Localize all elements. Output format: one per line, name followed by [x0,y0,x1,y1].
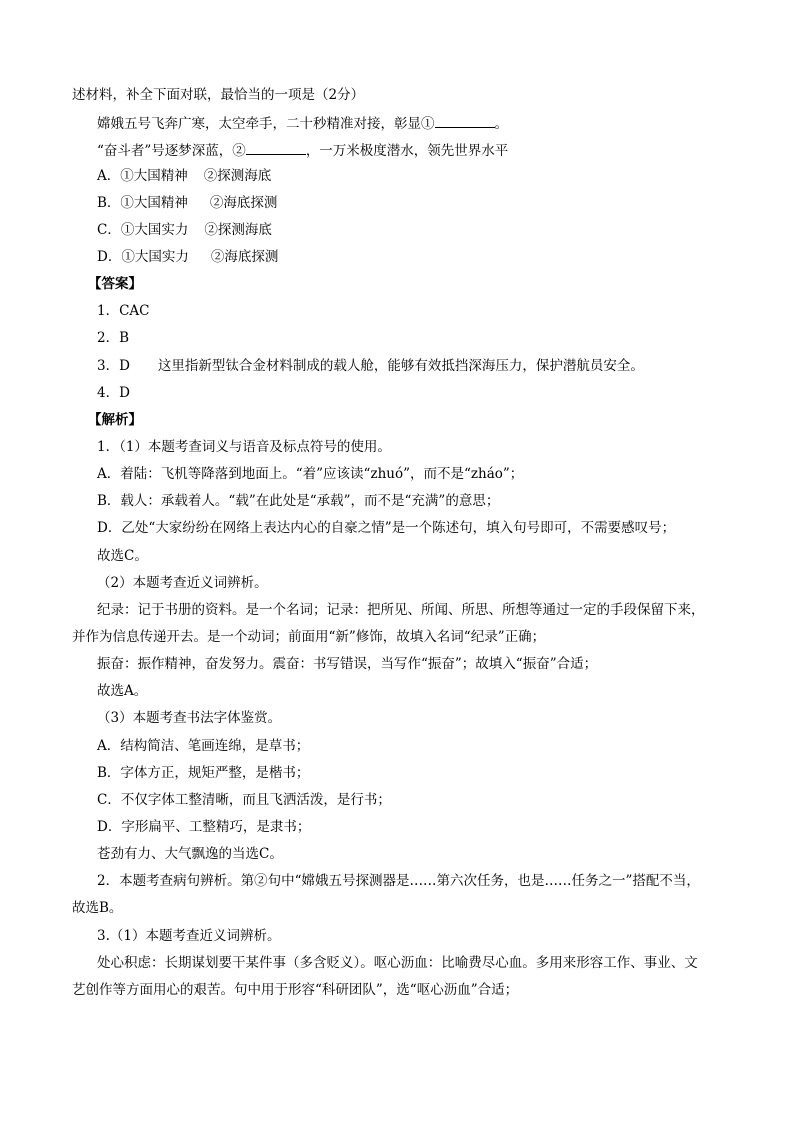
option-d-second: ②海底探测 [210,249,279,265]
option-b [97,194,277,212]
analysis-line: （3）本题考查书法字体鉴赏。 [97,710,282,726]
option-c-label: C．①大国实力 [97,222,189,238]
option-a-second: ②探测海底 [203,168,272,184]
analysis-line: 故选C。 [97,548,148,564]
option-c [97,221,272,239]
option-b-second: ②海底探测 [209,195,278,211]
analysis-line: 苍劲有力、大气飘逸的当选C。 [97,846,283,862]
couplet-1-text: 嫦娥五号飞奔广寒，太空牵手，二十秒精准对接，彰显① [97,116,435,132]
analysis-line: 3.（1）本题考查近义词辨析。 [97,928,281,944]
analysis-line: 2．本题考查病句辨析。第②句中“嫦娥五号探测器是……第六次任务，也是……任务之一”搭配不当， [97,873,700,889]
option-c-second: ②探测海底 [204,222,272,238]
option-a-label: A．①大国精神 [97,168,188,184]
option-d-label: D．①大国实力 [97,249,189,265]
analysis-line: 艺创作等方面用心的艰苦。句中用于形容“科研团队”，选“呕心沥血”合适； [72,982,519,998]
answer-item-2: 2．B [97,330,130,346]
analysis-line: 并作为信息传递开去。是一个动词；前面用“新”修饰，故填入名词“纪录”正确； [72,629,546,645]
answer-item-3 [97,357,644,375]
analysis-line: B．字体方正，规矩严整，是楷书； [97,765,310,781]
analysis-heading: 【解析】 [88,412,142,428]
couplet-line-1 [97,113,508,133]
couplet-line-2 [97,140,508,160]
question-intro: 述材料，补全下面对联，最恰当的一项是（2分） [72,87,365,103]
blank-1 [435,113,495,128]
analysis-line: A．着陆：飞机等降落到地面上。“着”应该读“zhuó”，而不是“zháo”； [97,466,524,482]
answer-item-3-num: 3．D [97,358,130,374]
answer-item-1: 1．CAC [97,303,150,319]
analysis-line: D．乙处“大家纷纷在网络上表达内心的自豪之情”是一个陈述句，填入句号即可，不需要感叹号； [97,520,676,536]
analysis-line: 处心积虑：长期谋划要干某件事（多含贬义）。呕心沥血：比喻费尽心血。多用来形容工作、事业、文 [97,955,698,971]
answer-item-4: 4．D [97,385,130,401]
couplet-2-text: “奋斗者”号逐梦深蓝，② [97,143,246,159]
analysis-line: B．载人：承载着人。“载”在此处是“承载”，而不是“充满”的意思； [97,493,500,509]
answer-heading: 【答案】 [88,276,142,292]
analysis-line: 故选A。 [97,683,148,699]
analysis-line: 纪录：记于书册的资料。是一个名词；记录：把所见、所闻、所思、所想等通过一定的手段保留下来， [97,602,705,618]
answer-item-3-note: 这里指新型钛合金材料制成的载人舱，能够有效抵挡深海压力，保护潜航员安全。 [157,358,644,374]
couplet-1-end: 。 [494,116,508,132]
analysis-line: （2）本题考查近义词辨析。 [97,575,268,591]
option-b-label: B．①大国精神 [97,195,188,211]
option-d [97,248,278,266]
blank-2 [246,140,306,155]
analysis-line: 1．（1）本题考查词义与语音及标点符号的使用。 [97,439,391,455]
couplet-2-end: ，一万米极度潜水，领先世界水平 [305,143,509,159]
analysis-line: C．不仅字体工整清晰，而且飞洒活泼，是行书； [97,792,391,808]
analysis-line: 振奋：振作精神，奋发努力。震奋：书写错误，当写作“振奋”；故填入“振奋”合适； [97,656,598,672]
analysis-line: A．结构简洁、笔画连绵，是草书； [97,738,310,754]
analysis-line: D．字形扁平、工整精巧，是隶书； [97,819,311,835]
analysis-line: 故选B。 [72,900,123,916]
option-a [97,167,271,185]
